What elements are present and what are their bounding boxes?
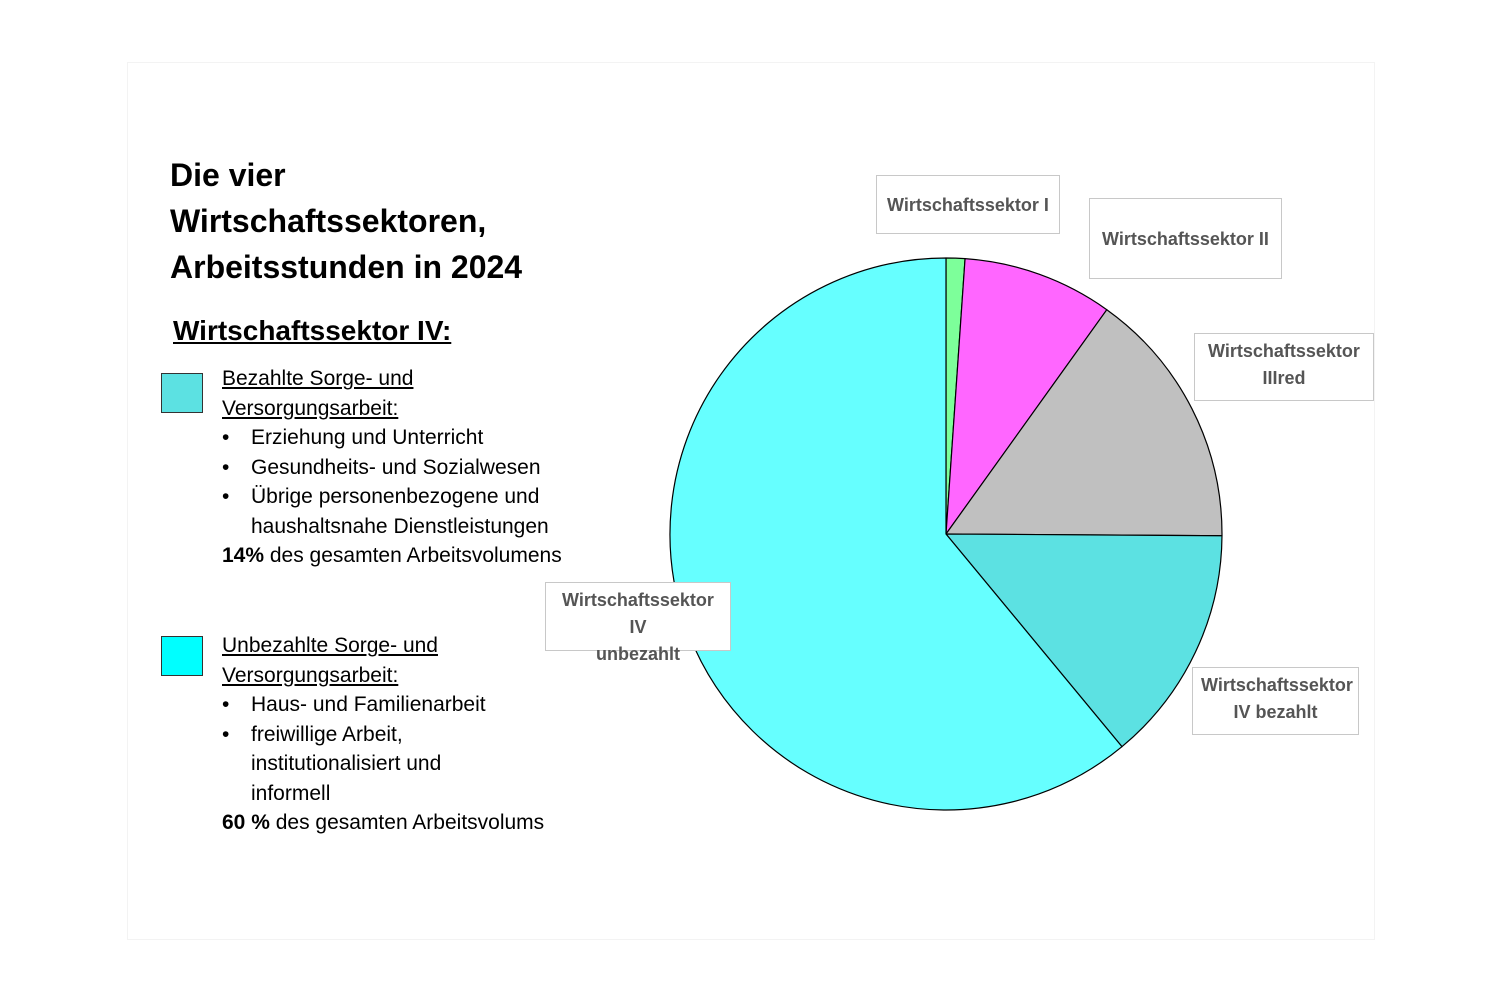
chart-subtitle: Wirtschaftssektor IV:	[173, 315, 452, 346]
legend-bullet: • freiwillige Arbeit, institutionalisiert und informell	[222, 720, 544, 809]
slice-label-sektor-4-unpaid: Wirtschaftssektor IV unbezahlt	[545, 582, 731, 651]
legend-bullet: • Haus- und Familienarbeit	[222, 690, 544, 720]
legend-heading: Bezahlte Sorge- und Versorgungsarbeit:	[222, 364, 562, 423]
share-value: 14%	[222, 544, 265, 567]
legend-bullet: • Gesundheits- und Sozialwesen	[222, 453, 562, 483]
share-value: 60 %	[222, 811, 270, 834]
share-text: des gesamten Arbeitsvolums	[269, 811, 545, 834]
legend-heading-line: Bezahlte Sorge- und	[222, 367, 414, 390]
legend-heading: Unbezahlte Sorge- und Versorgungsarbeit:	[222, 631, 544, 690]
title-line: Arbeitsstunden in 2024	[170, 249, 523, 285]
slice-label-sektor-3: Wirtschaftssektor IIIred	[1194, 333, 1374, 401]
share-text: des gesamten Arbeitsvolumens	[264, 544, 562, 567]
slice-label-sektor-4-paid: Wirtschaftssektor IV bezahlt	[1192, 667, 1359, 735]
legend-heading-line: Unbezahlte Sorge- und	[222, 634, 438, 657]
slice-label-sektor-1: Wirtschaftssektor I	[876, 175, 1060, 234]
title-line: Die vier	[170, 157, 286, 193]
legend-bullet: • Übrige personenbezogene und haushaltsnahe Dienstleistungen	[222, 482, 562, 541]
legend-heading-line: Versorgungsarbeit	[222, 396, 393, 420]
legend-bullet: • Erziehung und Unterricht	[222, 423, 562, 453]
title-line: Wirtschaftssektoren,	[170, 203, 487, 239]
legend-heading-line: Versorgungsarbeit	[222, 663, 393, 687]
slice-label-sektor-2: Wirtschaftssektor II	[1089, 198, 1282, 279]
